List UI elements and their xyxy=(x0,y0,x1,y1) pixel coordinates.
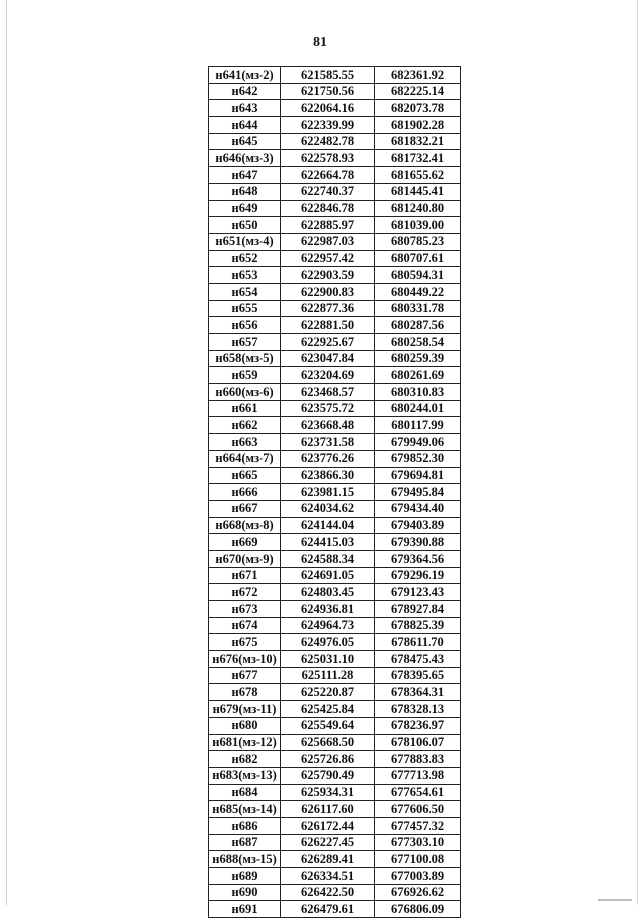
y-coordinate-cell: 677457.32 xyxy=(375,817,461,834)
table-row xyxy=(209,484,461,501)
x-coordinate-cell: 625934.31 xyxy=(281,784,375,801)
x-coordinate-cell: 624803.45 xyxy=(281,584,375,601)
table-row xyxy=(209,334,461,351)
x-coordinate-cell: 625726.86 xyxy=(281,751,375,768)
point-name-cell: н677 xyxy=(209,667,281,684)
point-name-cell: н670(мз-9) xyxy=(209,550,281,567)
x-coordinate-cell: 622064.16 xyxy=(281,100,375,117)
table-row xyxy=(209,434,461,451)
table-row xyxy=(209,701,461,718)
point-name-cell: н645 xyxy=(209,133,281,150)
y-coordinate-cell: 678927.84 xyxy=(375,601,461,618)
y-coordinate-cell: 682361.92 xyxy=(375,67,461,84)
table-row xyxy=(209,651,461,668)
y-coordinate-cell: 678364.31 xyxy=(375,684,461,701)
x-coordinate-cell: 622664.78 xyxy=(281,167,375,184)
y-coordinate-cell: 677100.08 xyxy=(375,851,461,868)
y-coordinate-cell: 680310.83 xyxy=(375,384,461,401)
point-name-cell: н646(мз-3) xyxy=(209,150,281,167)
y-coordinate-cell: 682225.14 xyxy=(375,83,461,100)
x-coordinate-cell: 626334.51 xyxy=(281,868,375,885)
point-name-cell: н656 xyxy=(209,317,281,334)
point-name-cell: н690 xyxy=(209,884,281,901)
y-coordinate-cell: 678475.43 xyxy=(375,651,461,668)
point-name-cell: н658(мз-5) xyxy=(209,350,281,367)
point-name-cell: н683(мз-13) xyxy=(209,767,281,784)
point-name-cell: н678 xyxy=(209,684,281,701)
point-name-cell: н661 xyxy=(209,400,281,417)
point-name-cell: н679(мз-11) xyxy=(209,701,281,718)
y-coordinate-cell: 682073.78 xyxy=(375,100,461,117)
table-row xyxy=(209,534,461,551)
table-row xyxy=(209,550,461,567)
point-name-cell: н686 xyxy=(209,817,281,834)
y-coordinate-cell: 677713.98 xyxy=(375,767,461,784)
table-row xyxy=(209,684,461,701)
table-row xyxy=(209,767,461,784)
y-coordinate-cell: 680707.61 xyxy=(375,250,461,267)
point-name-cell: н672 xyxy=(209,584,281,601)
x-coordinate-cell: 623047.84 xyxy=(281,350,375,367)
point-name-cell: н691 xyxy=(209,901,281,918)
coordinates-table xyxy=(208,66,461,918)
y-coordinate-cell: 678825.39 xyxy=(375,617,461,634)
x-coordinate-cell: 622925.67 xyxy=(281,334,375,351)
y-coordinate-cell: 677883.83 xyxy=(375,751,461,768)
x-coordinate-cell: 623776.26 xyxy=(281,450,375,467)
x-coordinate-cell: 622740.37 xyxy=(281,183,375,200)
y-coordinate-cell: 677303.10 xyxy=(375,834,461,851)
point-name-cell: н653 xyxy=(209,267,281,284)
point-name-cell: н657 xyxy=(209,334,281,351)
point-name-cell: н644 xyxy=(209,117,281,134)
y-coordinate-cell: 679364.56 xyxy=(375,550,461,567)
table-row xyxy=(209,283,461,300)
table-row xyxy=(209,751,461,768)
table-row xyxy=(209,868,461,885)
point-name-cell: н684 xyxy=(209,784,281,801)
x-coordinate-cell: 623731.58 xyxy=(281,434,375,451)
point-name-cell: н654 xyxy=(209,283,281,300)
y-coordinate-cell: 679390.88 xyxy=(375,534,461,551)
point-name-cell: н675 xyxy=(209,634,281,651)
x-coordinate-cell: 622881.50 xyxy=(281,317,375,334)
y-coordinate-cell: 679694.81 xyxy=(375,467,461,484)
table-row xyxy=(209,250,461,267)
x-coordinate-cell: 623981.15 xyxy=(281,484,375,501)
y-coordinate-cell: 680331.78 xyxy=(375,300,461,317)
y-coordinate-cell: 678106.07 xyxy=(375,734,461,751)
table-row xyxy=(209,851,461,868)
point-name-cell: н676(мз-10) xyxy=(209,651,281,668)
table-row xyxy=(209,117,461,134)
table-row xyxy=(209,317,461,334)
page-edge-left xyxy=(6,0,7,905)
point-name-cell: н688(мз-15) xyxy=(209,851,281,868)
y-coordinate-cell: 680259.39 xyxy=(375,350,461,367)
y-coordinate-cell: 679495.84 xyxy=(375,484,461,501)
y-coordinate-cell: 680287.56 xyxy=(375,317,461,334)
x-coordinate-cell: 623668.48 xyxy=(281,417,375,434)
table-row xyxy=(209,167,461,184)
point-name-cell: н666 xyxy=(209,484,281,501)
table-row xyxy=(209,67,461,84)
table-row xyxy=(209,634,461,651)
y-coordinate-cell: 681039.00 xyxy=(375,217,461,234)
table-row xyxy=(209,217,461,234)
y-coordinate-cell: 681902.28 xyxy=(375,117,461,134)
table-row xyxy=(209,417,461,434)
x-coordinate-cell: 623575.72 xyxy=(281,400,375,417)
point-name-cell: н680 xyxy=(209,717,281,734)
x-coordinate-cell: 626289.41 xyxy=(281,851,375,868)
x-coordinate-cell: 624964.73 xyxy=(281,617,375,634)
x-coordinate-cell: 625549.64 xyxy=(281,717,375,734)
y-coordinate-cell: 679434.40 xyxy=(375,500,461,517)
table-row xyxy=(209,884,461,901)
x-coordinate-cell: 624976.05 xyxy=(281,634,375,651)
table-row xyxy=(209,467,461,484)
point-name-cell: н655 xyxy=(209,300,281,317)
y-coordinate-cell: 679296.19 xyxy=(375,567,461,584)
x-coordinate-cell: 624691.05 xyxy=(281,567,375,584)
x-coordinate-cell: 622877.36 xyxy=(281,300,375,317)
point-name-cell: н659 xyxy=(209,367,281,384)
table-row xyxy=(209,267,461,284)
table-row xyxy=(209,183,461,200)
x-coordinate-cell: 623204.69 xyxy=(281,367,375,384)
point-name-cell: н642 xyxy=(209,83,281,100)
table-row xyxy=(209,601,461,618)
x-coordinate-cell: 622900.83 xyxy=(281,283,375,300)
x-coordinate-cell: 624034.62 xyxy=(281,500,375,517)
x-coordinate-cell: 626422.50 xyxy=(281,884,375,901)
table-row xyxy=(209,584,461,601)
y-coordinate-cell: 680594.31 xyxy=(375,267,461,284)
x-coordinate-cell: 621750.56 xyxy=(281,83,375,100)
x-coordinate-cell: 622578.93 xyxy=(281,150,375,167)
x-coordinate-cell: 622957.42 xyxy=(281,250,375,267)
y-coordinate-cell: 681732.41 xyxy=(375,150,461,167)
point-name-cell: н667 xyxy=(209,500,281,517)
x-coordinate-cell: 622903.59 xyxy=(281,267,375,284)
y-coordinate-cell: 681445.41 xyxy=(375,183,461,200)
point-name-cell: н682 xyxy=(209,751,281,768)
page-number: 81 xyxy=(313,35,327,50)
table-row xyxy=(209,500,461,517)
x-coordinate-cell: 622987.03 xyxy=(281,233,375,250)
x-coordinate-cell: 626172.44 xyxy=(281,817,375,834)
table-row xyxy=(209,367,461,384)
y-coordinate-cell: 679403.89 xyxy=(375,517,461,534)
y-coordinate-cell: 676926.62 xyxy=(375,884,461,901)
table-row xyxy=(209,734,461,751)
y-coordinate-cell: 679123.43 xyxy=(375,584,461,601)
y-coordinate-cell: 678236.97 xyxy=(375,717,461,734)
table-row xyxy=(209,100,461,117)
y-coordinate-cell: 680449.22 xyxy=(375,283,461,300)
y-coordinate-cell: 680244.01 xyxy=(375,400,461,417)
table-row xyxy=(209,517,461,534)
y-coordinate-cell: 677003.89 xyxy=(375,868,461,885)
y-coordinate-cell: 679949.06 xyxy=(375,434,461,451)
x-coordinate-cell: 625031.10 xyxy=(281,651,375,668)
y-coordinate-cell: 680261.69 xyxy=(375,367,461,384)
point-name-cell: н687 xyxy=(209,834,281,851)
table-row xyxy=(209,384,461,401)
point-name-cell: н669 xyxy=(209,534,281,551)
y-coordinate-cell: 681240.80 xyxy=(375,200,461,217)
page-edge-right xyxy=(637,0,638,905)
table-row xyxy=(209,133,461,150)
x-coordinate-cell: 624588.34 xyxy=(281,550,375,567)
x-coordinate-cell: 622482.78 xyxy=(281,133,375,150)
point-name-cell: н660(мз-6) xyxy=(209,384,281,401)
x-coordinate-cell: 624936.81 xyxy=(281,601,375,618)
x-coordinate-cell: 626117.60 xyxy=(281,801,375,818)
point-name-cell: н641(мз-2) xyxy=(209,67,281,84)
y-coordinate-cell: 680117.99 xyxy=(375,417,461,434)
y-coordinate-cell: 681832.21 xyxy=(375,133,461,150)
x-coordinate-cell: 625111.28 xyxy=(281,667,375,684)
point-name-cell: н651(мз-4) xyxy=(209,233,281,250)
y-coordinate-cell: 676806.09 xyxy=(375,901,461,918)
table-row xyxy=(209,450,461,467)
x-coordinate-cell: 625790.49 xyxy=(281,767,375,784)
y-coordinate-cell: 677606.50 xyxy=(375,801,461,818)
x-coordinate-cell: 626227.45 xyxy=(281,834,375,851)
coordinates-table-body xyxy=(209,67,461,918)
point-name-cell: н674 xyxy=(209,617,281,634)
x-coordinate-cell: 623866.30 xyxy=(281,467,375,484)
x-coordinate-cell: 625220.87 xyxy=(281,684,375,701)
table-row xyxy=(209,617,461,634)
point-name-cell: н662 xyxy=(209,417,281,434)
table-row xyxy=(209,200,461,217)
x-coordinate-cell: 622885.97 xyxy=(281,217,375,234)
x-coordinate-cell: 622846.78 xyxy=(281,200,375,217)
x-coordinate-cell: 624415.03 xyxy=(281,534,375,551)
point-name-cell: н681(мз-12) xyxy=(209,734,281,751)
table-row xyxy=(209,667,461,684)
x-coordinate-cell: 626479.61 xyxy=(281,901,375,918)
table-row xyxy=(209,784,461,801)
scan-mark xyxy=(598,899,632,901)
y-coordinate-cell: 680258.54 xyxy=(375,334,461,351)
x-coordinate-cell: 624144.04 xyxy=(281,517,375,534)
point-name-cell: н648 xyxy=(209,183,281,200)
x-coordinate-cell: 622339.99 xyxy=(281,117,375,134)
point-name-cell: н664(мз-7) xyxy=(209,450,281,467)
point-name-cell: н685(мз-14) xyxy=(209,801,281,818)
point-name-cell: н665 xyxy=(209,467,281,484)
point-name-cell: н652 xyxy=(209,250,281,267)
table-row xyxy=(209,567,461,584)
y-coordinate-cell: 679852.30 xyxy=(375,450,461,467)
point-name-cell: н671 xyxy=(209,567,281,584)
x-coordinate-cell: 625425.84 xyxy=(281,701,375,718)
point-name-cell: н643 xyxy=(209,100,281,117)
table-row xyxy=(209,150,461,167)
table-row xyxy=(209,233,461,250)
point-name-cell: н673 xyxy=(209,601,281,618)
point-name-cell: н650 xyxy=(209,217,281,234)
table-row xyxy=(209,400,461,417)
x-coordinate-cell: 625668.50 xyxy=(281,734,375,751)
table-row xyxy=(209,717,461,734)
y-coordinate-cell: 681655.62 xyxy=(375,167,461,184)
y-coordinate-cell: 678395.65 xyxy=(375,667,461,684)
table-row xyxy=(209,300,461,317)
table-row xyxy=(209,817,461,834)
point-name-cell: н647 xyxy=(209,167,281,184)
x-coordinate-cell: 621585.55 xyxy=(281,67,375,84)
y-coordinate-cell: 680785.23 xyxy=(375,233,461,250)
table-row xyxy=(209,901,461,918)
point-name-cell: н663 xyxy=(209,434,281,451)
point-name-cell: н689 xyxy=(209,868,281,885)
table-row xyxy=(209,801,461,818)
y-coordinate-cell: 677654.61 xyxy=(375,784,461,801)
y-coordinate-cell: 678611.70 xyxy=(375,634,461,651)
table-row xyxy=(209,83,461,100)
table-row xyxy=(209,350,461,367)
y-coordinate-cell: 678328.13 xyxy=(375,701,461,718)
point-name-cell: н649 xyxy=(209,200,281,217)
table-row xyxy=(209,834,461,851)
point-name-cell: н668(мз-8) xyxy=(209,517,281,534)
x-coordinate-cell: 623468.57 xyxy=(281,384,375,401)
